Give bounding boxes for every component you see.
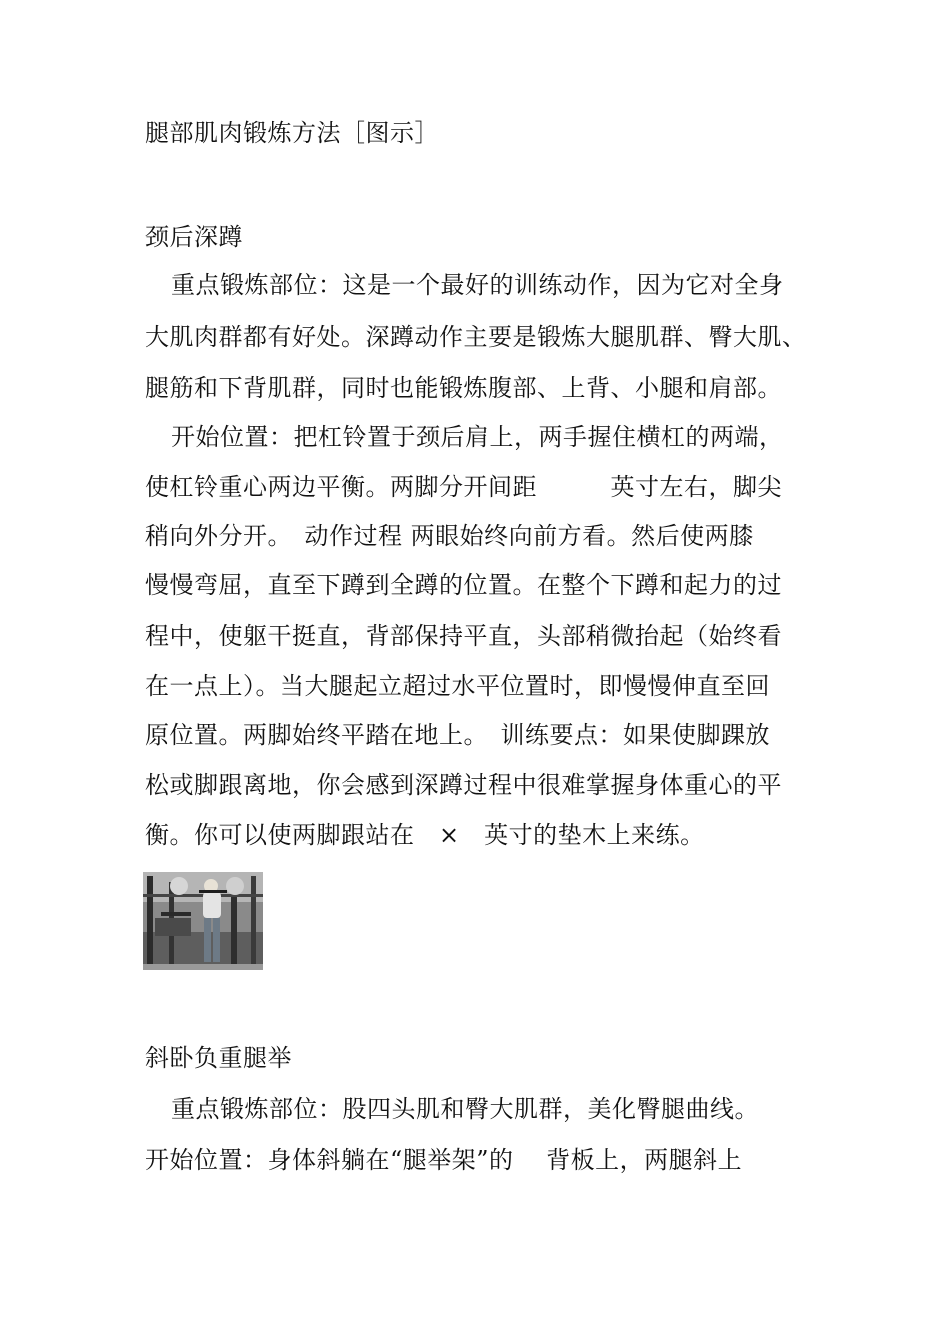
section-heading-squat: 颈后深蹲 bbox=[145, 223, 243, 251]
paragraph-line: 开始位置：身体斜躺在“腿举架”的 背板上，两腿斜上 bbox=[145, 1146, 743, 1174]
paragraph-line: 程中，使躯干挺直，背部保持平直，头部稍微抬起（始终看 bbox=[145, 622, 782, 650]
paragraph-line: 慢慢弯屈，直至下蹲到全蹲的位置。在整个下蹲和起力的过 bbox=[145, 571, 782, 599]
document-title: 腿部肌肉锻炼方法［图示］ bbox=[145, 119, 439, 147]
paragraph-line: 原位置。两脚始终平踏在地上。 训练要点：如果使脚踝放 bbox=[145, 721, 770, 749]
squat-photo-image bbox=[143, 872, 263, 970]
paragraph-line: 重点锻炼部位：股四头肌和臀大肌群，美化臀腿曲线。 bbox=[171, 1095, 759, 1123]
paragraph-line: 稍向外分开。 动作过程 两眼始终向前方看。然后使两膝 bbox=[145, 522, 754, 550]
paragraph-line: 腿筋和下背肌群，同时也能锻炼腹部、上背、小腿和肩部。 bbox=[145, 374, 782, 402]
paragraph-line: 开始位置：把杠铃置于颈后肩上，两手握住横杠的两端， bbox=[171, 423, 784, 451]
paragraph-line: 松或脚跟离地，你会感到深蹲过程中很难掌握身体重心的平 bbox=[145, 771, 782, 799]
section-heading-leg-press: 斜卧负重腿举 bbox=[145, 1044, 292, 1072]
paragraph-line: 衡。你可以使两脚跟站在 × 英寸的垫木上来练。 bbox=[145, 821, 705, 849]
paragraph-line: 大肌肉群都有好处。深蹲动作主要是锻炼大腿肌群、臀大肌、 bbox=[145, 323, 807, 351]
paragraph-line: 使杠铃重心两边平衡。两脚分开间距 英寸左右，脚尖 bbox=[145, 473, 782, 501]
paragraph-line: 重点锻炼部位：这是一个最好的训练动作，因为它对全身 bbox=[171, 271, 784, 299]
paragraph-line: 在一点上）。当大腿起立超过水平位置时，即慢慢伸直至回 bbox=[145, 672, 770, 700]
